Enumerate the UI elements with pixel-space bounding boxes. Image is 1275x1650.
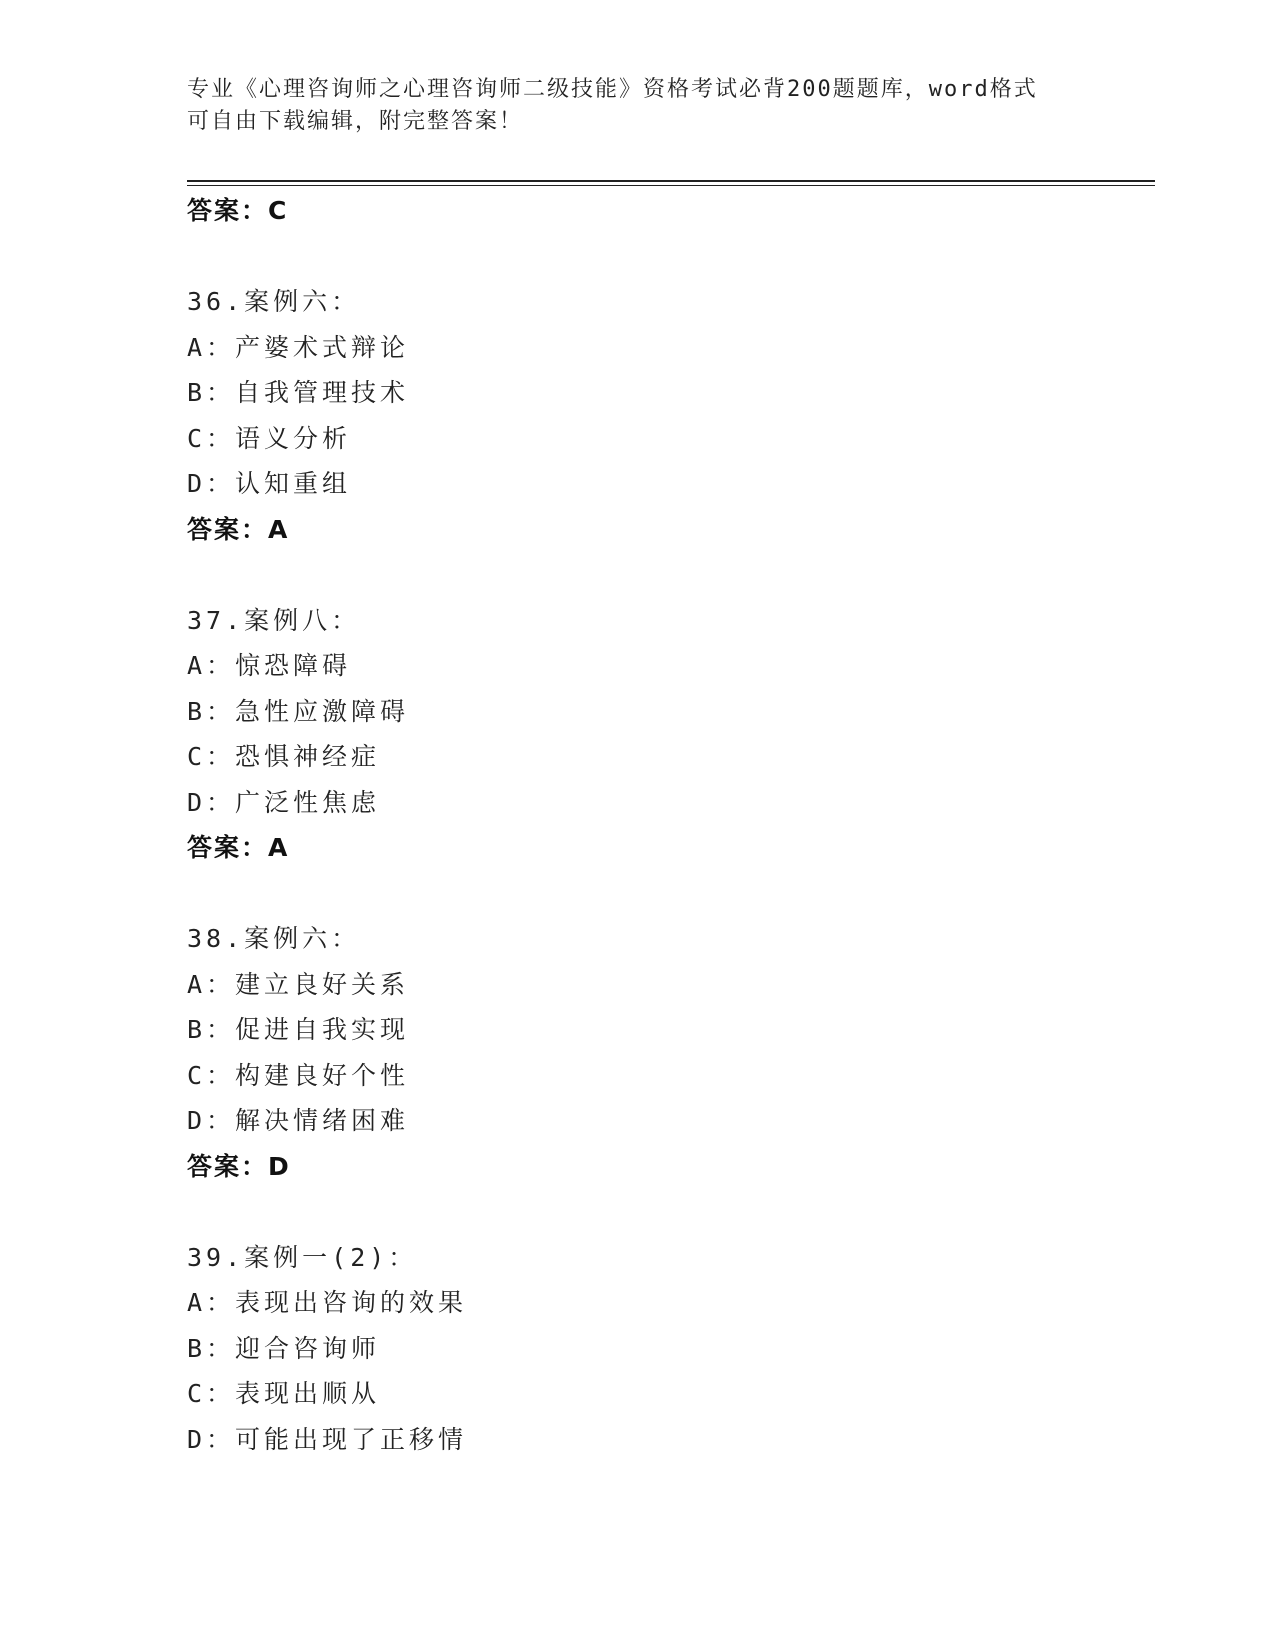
question-37	[187, 598, 1147, 871]
question-39	[187, 1235, 1147, 1463]
spacer	[187, 1189, 1147, 1235]
option-c: C：构建良好个性	[187, 1060, 410, 1090]
header-divider-thick	[187, 180, 1155, 182]
spacer	[187, 234, 1147, 280]
answer: 答案：A	[187, 514, 290, 544]
question-title: 36.案例六：	[187, 287, 361, 316]
option-d: D：广泛性焦虑	[187, 787, 381, 817]
option-d: D：可能出现了正移情	[187, 1424, 468, 1454]
option-a: A：产婆术式辩论	[187, 332, 410, 362]
answer-previous: 答案：C	[187, 196, 289, 225]
option-b: B：自我管理技术	[187, 378, 410, 407]
option-a: A：建立良好关系	[187, 969, 410, 999]
spacer	[187, 552, 1147, 598]
question-36	[187, 279, 1147, 552]
answer: 答案：A	[187, 833, 290, 862]
header-line-1: 专业《心理咨询师之心理咨询师二级技能》资格考试必背200题题库，word格式	[187, 77, 1038, 102]
question-list	[187, 188, 1147, 1462]
option-a: A：惊恐障碍	[187, 651, 352, 680]
option-c: C：语义分析	[187, 423, 352, 453]
question-title: 39.案例一(2)：	[187, 1242, 418, 1272]
document-header	[187, 74, 1087, 138]
option-d: D：认知重组	[187, 469, 352, 498]
header-divider-thin	[187, 185, 1155, 186]
option-c: C：恐惧神经症	[187, 742, 381, 771]
question-38	[187, 916, 1147, 1189]
option-b: B：急性应激障碍	[187, 696, 410, 726]
spacer	[187, 871, 1147, 917]
option-b: B：迎合咨询师	[187, 1333, 381, 1363]
option-d: D：解决情绪困难	[187, 1106, 410, 1135]
question-title: 37.案例八：	[187, 605, 361, 635]
option-b: B：促进自我实现	[187, 1015, 410, 1044]
option-a: A：表现出咨询的效果	[187, 1288, 468, 1317]
header-line-2: 可自由下载编辑，附完整答案！	[187, 109, 524, 134]
question-title: 38.案例六：	[187, 924, 361, 953]
answer: 答案：D	[187, 1151, 291, 1181]
option-c: C：表现出顺从	[187, 1379, 381, 1408]
